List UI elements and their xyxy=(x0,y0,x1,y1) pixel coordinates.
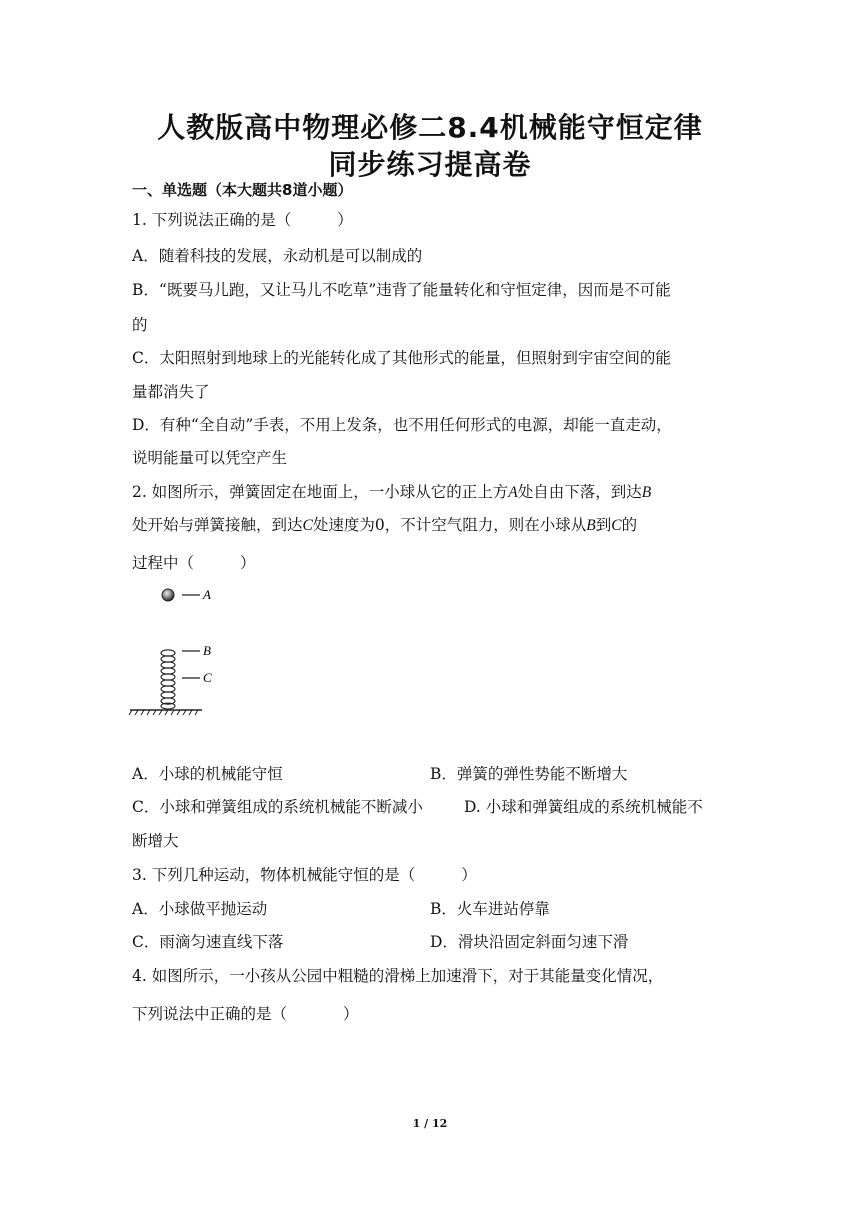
q2-stem-line1: 2. 如图所示，弹簧固定在地面上，一小球从它的正上方A处自由下落，到达B xyxy=(132,483,652,501)
q1-option-c-line2: 量都消失了 xyxy=(132,383,210,401)
q3-option-a: A．小球做平抛运动 xyxy=(132,900,268,918)
q1-stem: 1. 下列说法正确的是（ ） xyxy=(132,211,353,229)
fig-label-c: C xyxy=(203,670,212,685)
spring-ball-figure xyxy=(128,583,218,718)
q3-stem: 3. 下列几种运动，物体机械能守恒的是（ ） xyxy=(132,866,477,884)
q2-option-b: B．弹簧的弹性势能不断增大 xyxy=(430,765,628,783)
q1-option-a: A．随着科技的发展，永动机是可以制成的 xyxy=(132,247,423,265)
page-number: 1 / 12 xyxy=(412,1117,448,1130)
q2-option-d-line2: 断增大 xyxy=(132,832,179,850)
document-title-line-1: 人教版高中物理必修二8.4机械能守恒定律 xyxy=(157,111,703,144)
ball-icon xyxy=(162,589,174,601)
q1-option-d-line2: 说明能量可以凭空产生 xyxy=(132,449,288,467)
fig-label-a: A xyxy=(203,587,211,602)
q1-option-c-line1: C．太阳照射到地球上的光能转化成了其他形式的能量，但照射到宇宙空间的能 xyxy=(132,349,671,367)
q3-option-d: D．滑块沿固定斜面匀速下滑 xyxy=(430,933,629,951)
spring-coil xyxy=(161,650,175,709)
section-heading: 一、单选题（本大题共8道小题） xyxy=(132,181,353,199)
q4-stem-line2: 下列说法中正确的是（ ） xyxy=(132,1005,359,1023)
q2-option-a: A．小球的机械能守恒 xyxy=(132,765,283,783)
q2-stem-line3: 过程中（ ） xyxy=(132,554,256,572)
q1-option-b-line1: B．“既要马儿跑，又让马儿不吃草”违背了能量转化和守恒定律，因而是不可能 xyxy=(132,281,671,299)
q1-option-b-line2: 的 xyxy=(132,316,148,334)
q3-option-b: B．火车进站停靠 xyxy=(430,900,550,918)
q2-option-d-line1: D. 小球和弹簧组成的系统机械能不 xyxy=(464,798,703,816)
q4-stem-line1: 4. 如图所示，一小孩从公园中粗糙的滑梯上加速滑下，对于其能量变化情况， xyxy=(132,967,664,985)
document-title-line-2: 同步练习提高卷 xyxy=(328,148,532,181)
q3-option-c: C．雨滴匀速直线下落 xyxy=(132,933,284,951)
q2-option-c: C．小球和弹簧组成的系统机械能不断减小 xyxy=(132,798,423,816)
q2-stem-line2: 处开始与弹簧接触，到达C处速度为0，不计空气阻力，则在小球从B到C的 xyxy=(132,516,638,534)
fig-label-b: B xyxy=(203,643,211,658)
q1-option-d-line1: D．有种“全自动”手表，不用上发条，也不用任何形式的电源，却能一直走动， xyxy=(132,416,672,434)
ground-hatch xyxy=(129,710,202,715)
